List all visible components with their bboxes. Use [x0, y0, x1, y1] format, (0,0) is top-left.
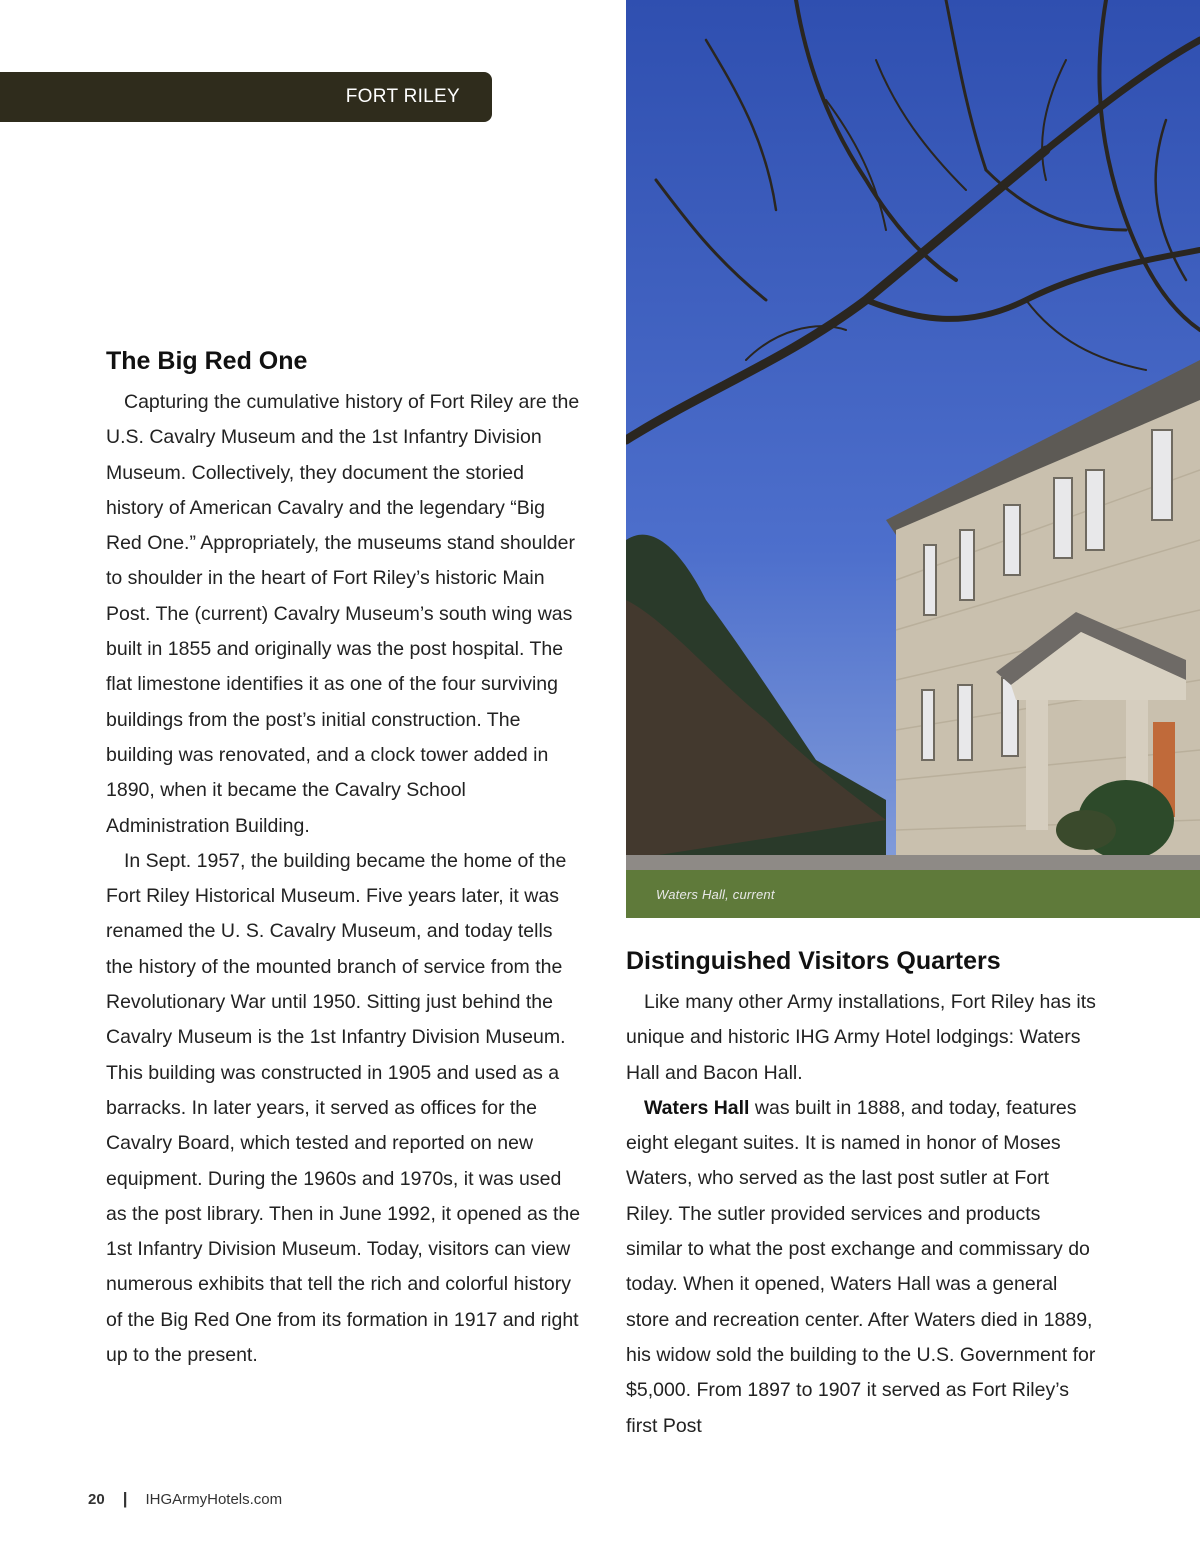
footer-site: IHGArmyHotels.com — [145, 1490, 283, 1508]
body-paragraph: In Sept. 1957, the building became the home of the Fort Riley Historical Museum. Five years later, it was renamed the U. S. Cavalry Museum, and today tells the history of the mounted branch of service from the Revolutionary War until 1950. Sitting just behind the Cavalry Museum is the 1st Infantry Division Museum. This building was constructed in 1905 and used as a barracks. In later years, it served as offices for the Cavalry Board, which tested and reported on new equipment. During the 1960s and 1970s, it was used as the post library. Then in June 1992, it opened as the 1st Infantry Division Museum. Today, visitors can view numerous exhibits that tell the rich and colorful history of the Big Red One from its formation in 1917 and right up to the present. — [106, 849, 581, 1367]
body-text: was built in 1888, and today, features eight elegant suites. It is named in honor of Moses Waters, who served as the last post sutler at Fort Riley. The sutler provided services and products similar to what the post exchange and commissary do today. When it opened, Waters Hall was a general store and recreation center. After Waters died in 1889, his widow sold the building to the U.S. Government for $5,000. From 1897 to 1907 it served as Fort Riley’s first Post — [626, 1096, 1096, 1437]
banner-label: FORT RILEY — [345, 86, 460, 107]
footer-separator: | — [122, 1489, 128, 1508]
section-heading-visitors-quarters: Distinguished Visitors Quarters — [626, 947, 1001, 975]
left-column — [106, 341, 582, 1373]
section-heading-big-red-one: The Big Red One — [106, 347, 308, 375]
waters-hall-photo — [626, 0, 1200, 918]
body-paragraph: Like many other Army installations, Fort Riley has its unique and historic IHG Army Hotel lodgings: Waters Hall and Bacon Hall. — [626, 991, 1096, 1084]
page-number: 20 — [88, 1490, 105, 1508]
page-footer — [88, 1489, 282, 1509]
photo-caption: Waters Hall, current — [656, 887, 775, 902]
body-paragraph — [626, 1091, 1100, 1444]
right-column — [626, 941, 1100, 1444]
body-paragraph: Capturing the cumulative history of Fort Riley are the U.S. Cavalry Museum and the 1st Infantry Division Museum. Collectively, they document the storied history of American Cavalry and the legendary “Big Red One.” Appropriately, the museums stand shoulder to shoulder in the heart of Fort Riley’s historic Main Post. The (current) Cavalry Museum’s south wing was built in 1855 and originally was the post hospital. The flat limestone identifies it as one of the four surviving buildings from the post’s initial construction. The building was renovated, and a clock tower added in 1890, when it became the Cavalry School Administration Building. — [106, 391, 580, 837]
section-banner — [0, 72, 492, 122]
bold-lead-waters-hall: Waters Hall — [644, 1096, 750, 1119]
